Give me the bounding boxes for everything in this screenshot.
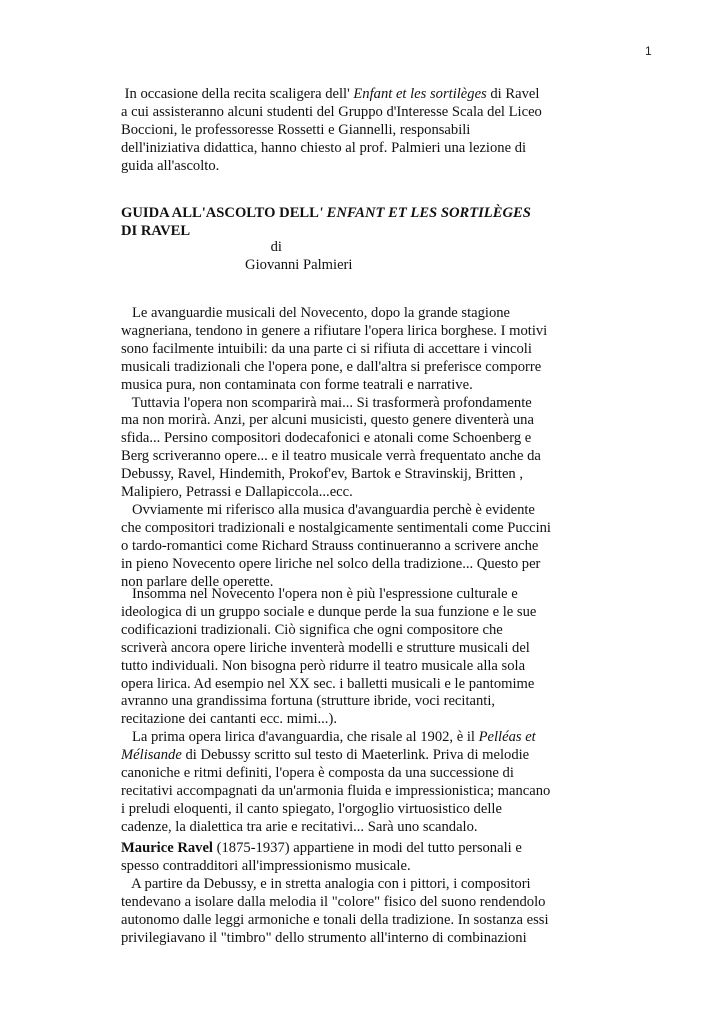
text-run: autonomo dalle leggi armoniche e tonali della tradizione. In sostanza essi [121,911,549,928]
text-line [121,711,573,729]
text-line [121,729,573,747]
text-run: guida all'ascolto. [121,157,220,174]
text-run: sfida... Persino compositori dodecafonici e atonali come Schoenberg e [121,430,532,447]
text-run: musicali tradizionali che l'opera pone, e dall'altra si preferisce comporre [121,358,542,375]
text-run: di Debussy scritto sul testo di Maeterlink. Priva di melodie [181,747,530,764]
text-run: wagneriana, tendono in genere a rifiutare l'opera lirica borghese. I motivi [121,322,548,339]
text-line [121,359,573,377]
text-run: Insomma nel Novecento l'opera non è più l'espressione culturale e [121,586,518,602]
text-run: Berg scriveranno opere... e il teatro musicale verrà frequentato anche da [121,448,541,465]
byline [121,239,573,275]
text-run: In occasione della recita scaligera dell' [121,86,354,102]
text-run: non parlare delle operette. [121,573,274,590]
text-run: o tardo-romantici come Richard Strauss continueranno a scrivere anche [121,537,539,554]
text-run: di [121,239,282,255]
text-run: di Ravel [486,86,540,102]
text-line [121,876,573,894]
text-line [121,86,573,104]
text-run: A partire da Debussy, e in stretta analogia con i pittori, i compositori [121,875,531,892]
text-run: tutto individuali. Non bisogna però ridurre il teatro musicale alla sola [121,657,526,674]
text-run: recitazione dei cantanti ecc. mimi...). [121,711,337,728]
text-run: avranno una grandissima fortuna (strutture ibride, voci recitanti, [121,693,496,710]
text-line [121,502,573,520]
text-line [121,395,573,413]
italic-title: Mélisande [121,747,182,764]
text-line [121,819,573,837]
text-line [121,158,573,176]
text-run: ma non morirà. Anzi, per alcuni musicisti, questo genere diventerà una [121,412,534,429]
text-run: DI RAVEL [121,222,191,239]
text-line [121,556,573,574]
text-line [121,520,573,538]
page-number: 1 [645,44,652,58]
text-run: codificazioni tradizionali. Ciò significa che ogni compositore che [121,621,503,638]
text-run: (1875-1937) appartiene in modi del tutto personali e [213,840,522,856]
text-run: Giovanni Palmieri [121,256,353,273]
intro-paragraph [121,86,573,176]
text-line [121,257,573,275]
text-run: i preludi eloquenti, il canto spiegato, l'orgoglio virtuosistico delle [121,800,502,817]
text-line [121,538,573,556]
text-line [121,622,573,640]
text-line [121,912,573,930]
text-run: GUIDA ALL'ASCOLTO DELL [121,205,319,221]
paragraph-ravel [121,840,573,947]
text-line [121,676,573,694]
text-line [121,604,573,622]
text-line [121,930,573,948]
text-run: Tuttavia l'opera non scomparirà mai... Si trasformerà profondamente [121,394,532,411]
text-line [121,747,573,765]
italic-title: Pelléas et [478,729,536,746]
text-run: spesso contradditori all'impressionismo musicale. [121,857,411,874]
text-line [121,104,573,122]
text-line [121,412,573,430]
text-run: musica pura, non contaminata con forme teatrali e narrative. [121,376,473,393]
text-run: Boccioni, le professoresse Rossetti e Giannelli, responsabili [121,121,471,138]
text-run: a cui assisteranno alcuni studenti del Gruppo d'Interesse Scala del Liceo [121,103,542,120]
text-line [121,586,573,604]
text-line [121,484,573,502]
text-line [121,448,573,466]
text-line [121,783,573,801]
text-run: Le avanguardie musicali del Novecento, dopo la grande stagione [121,305,511,321]
text-line [121,466,573,484]
text-line [121,305,573,323]
text-line [121,693,573,711]
text-run: opera lirica. Ad esempio nel XX sec. i balletti musicali e le pantomime [121,675,535,692]
text-line [121,122,573,140]
text-run: ideologica di un gruppo sociale e dunque perde la sua funzione e le sue [121,603,537,620]
text-line [121,377,573,395]
text-run: dell'iniziativa didattica, hanno chiesto al prof. Palmieri una lezione di [121,139,527,156]
text-run: tendevano a isolare dalla melodia il "colore" fisico del suono rendendolo [121,893,546,910]
text-line [121,658,573,676]
text-line [121,840,573,858]
document-title [121,205,573,241]
text-run: La prima opera lirica d'avanguardia, che risale al 1902, è il [121,729,479,746]
text-run: Ovviamente mi riferisco alla musica d'avanguardia perchè è evidente [121,501,535,518]
text-run: cadenze, la dialettica tra arie e recitativi... Sarà uno scandalo. [121,818,478,835]
text-line [121,205,573,223]
text-line [121,640,573,658]
text-run: privilegiavano il "timbro" dello strumento all'interno di combinazioni [121,929,527,946]
text-run: scriverà ancora opere liriche inventerà modelli e strutture musicali del [121,639,530,656]
text-line [121,323,573,341]
text-run: Debussy, Ravel, Hindemith, Prokof'ev, Bartok e Stravinskij, Britten , [121,466,524,483]
text-run: sono facilmente intuibili: da una parte ci si rifiuta di accettare i vincoli [121,340,532,357]
text-run: recitativi accompagnati da un'armonia fluida e impressionistica; mancano [121,782,551,799]
text-line [121,858,573,876]
text-run: canoniche e ritmi definiti, l'opera è composta da una successione di [121,765,514,782]
italic-title: Enfant et les sortilèges [353,86,487,102]
paragraph-insomma [121,586,573,837]
text-run: in pieno Novecento opere liriche nel solco della tradizione... Questo per [121,555,541,572]
text-line [121,430,573,448]
text-run: Malipiero, Petrassi e Dallapiccola...ecc. [121,484,353,501]
bold-name: Maurice Ravel [121,840,213,856]
paragraph-avanguardie [121,305,573,592]
text-line [121,341,573,359]
text-line [121,239,573,257]
text-line [121,801,573,819]
italic-title: ' ENFANT ET LES SORTILÈGES [318,205,531,221]
text-line [121,765,573,783]
text-line [121,140,573,158]
text-run: che compositori tradizionali e nostalgicamente sentimentali come Puccini [121,519,551,536]
text-line [121,894,573,912]
